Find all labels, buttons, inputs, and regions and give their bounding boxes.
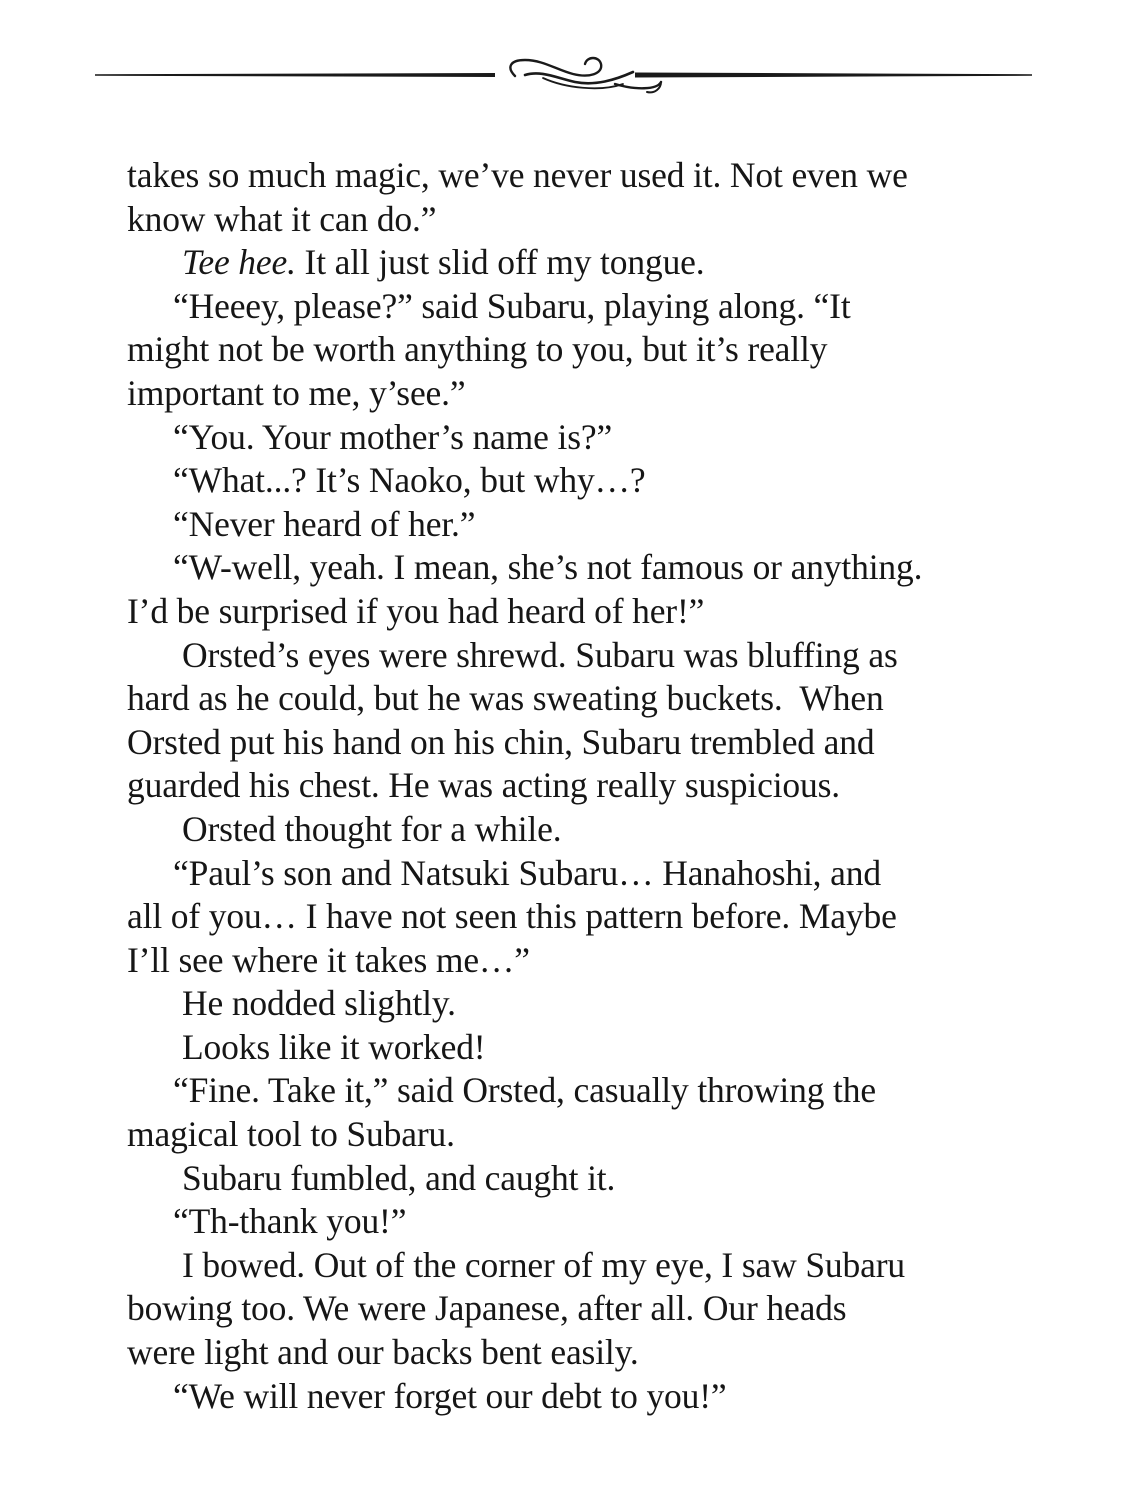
line-text: It all just slid off my tongue. [295, 242, 705, 283]
line-text: Looks like it worked! [182, 1026, 486, 1067]
line-text: “Fine. Take it,” said Orsted, casually throwing the [173, 1070, 876, 1111]
text-line [127, 1287, 1007, 1331]
line-text: hard as he could, but he was sweating buckets. When [127, 678, 884, 719]
text-line [127, 677, 1007, 721]
line-text: might not be worth anything to you, but it’s really [127, 329, 828, 370]
line-text: “Never heard of her.” [173, 503, 476, 544]
line-text: I’ll see where it takes me…” [127, 939, 530, 980]
body-text [127, 154, 1007, 1418]
text-line [127, 1200, 1007, 1244]
text-line [127, 1244, 1007, 1288]
text-line [127, 546, 1007, 590]
line-text: all of you… I have not seen this pattern before. Maybe [127, 896, 897, 937]
text-line [127, 154, 1007, 198]
line-text: magical tool to Subaru. [127, 1114, 455, 1155]
text-line [127, 1157, 1007, 1201]
line-text: Subaru fumbled, and caught it. [182, 1157, 616, 1198]
line-text: important to me, y’see.” [127, 372, 466, 413]
line-text: Orsted’s eyes were shrewd. Subaru was bluffing as [182, 634, 898, 675]
line-text: “Th-thank you!” [173, 1201, 407, 1242]
text-line [127, 808, 1007, 852]
line-text: “You. Your mother’s name is?” [173, 416, 613, 457]
text-line [127, 1069, 1007, 1113]
text-line [127, 1113, 1007, 1157]
line-text: guarded his chest. He was acting really suspicious. [127, 765, 841, 806]
line-text: know what it can do.” [127, 198, 437, 239]
text-line [127, 285, 1007, 329]
line-text: takes so much magic, we’ve never used it. Not even we [127, 155, 908, 195]
italic-text: Tee hee. [182, 242, 296, 283]
line-text: He nodded slightly. [182, 983, 456, 1024]
text-line [127, 1331, 1007, 1375]
text-line [127, 634, 1007, 678]
line-text: I bowed. Out of the corner of my eye, I saw Subaru [182, 1244, 905, 1285]
text-line [127, 241, 1007, 285]
line-text: Orsted put his hand on his chin, Subaru trembled and [127, 721, 875, 762]
text-line [127, 721, 1007, 765]
text-line [127, 459, 1007, 503]
line-text: were light and our backs bent easily. [127, 1332, 639, 1373]
text-line [127, 939, 1007, 983]
text-line [127, 198, 1007, 242]
line-text: bowing too. We were Japanese, after all. Our heads [127, 1288, 847, 1329]
text-line [127, 895, 1007, 939]
text-line [127, 372, 1007, 416]
line-text: “W-well, yeah. I mean, she’s not famous or anything. [173, 547, 923, 588]
text-line [127, 1375, 1007, 1419]
text-line [127, 416, 1007, 460]
text-line [127, 1026, 1007, 1070]
text-line [127, 764, 1007, 808]
text-line [127, 503, 1007, 547]
flourish-divider-icon [95, 48, 1035, 108]
text-line [127, 982, 1007, 1026]
line-text: “We will never forget our debt to you!” [173, 1375, 727, 1416]
text-line [127, 852, 1007, 896]
line-text: “Heeey, please?” said Subaru, playing along. “It [173, 285, 851, 326]
text-line [127, 590, 1007, 634]
text-line [127, 328, 1007, 372]
line-text: Orsted thought for a while. [182, 808, 562, 849]
line-text: I’d be surprised if you had heard of her!” [127, 590, 705, 631]
line-text: “What...? It’s Naoko, but why…? [173, 460, 646, 501]
line-text: “Paul’s son and Natsuki Subaru… Hanahoshi, and [173, 852, 881, 893]
